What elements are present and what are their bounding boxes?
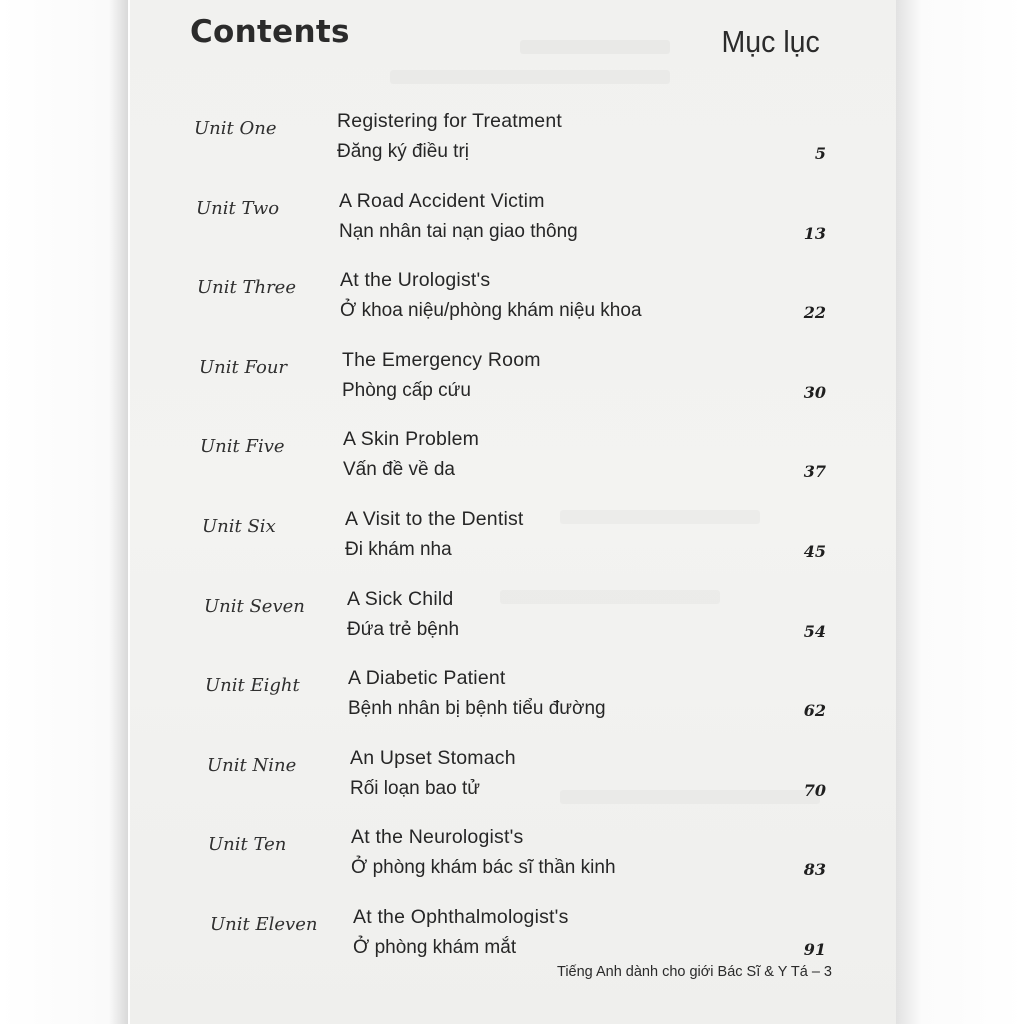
running-footer: Tiếng Anh dành cho giới Bác Sĩ & Y Tá – 3 xyxy=(557,964,832,980)
unit-label: Unit Two xyxy=(196,197,280,219)
toc-entry xyxy=(130,746,896,827)
page-number: 45 xyxy=(803,542,826,561)
chapter-title-en: A Diabetic Patient xyxy=(348,667,506,690)
bleed-through-mark xyxy=(390,70,670,84)
chapter-title-vi: Phòng cấp cứu xyxy=(342,379,471,401)
chapter-title-vi: Ở phòng khám bác sĩ thần kinh xyxy=(351,857,616,879)
unit-label: Unit Eleven xyxy=(210,914,318,935)
unit-label: Unit Nine xyxy=(207,754,297,776)
page-number: 91 xyxy=(803,940,826,959)
chapter-title-en: A Visit to the Dentist xyxy=(345,508,524,530)
right-margin xyxy=(896,0,1024,1024)
chapter-title-vi: Ở phòng khám mắt xyxy=(353,937,517,958)
unit-label: Unit Five xyxy=(200,436,285,458)
chapter-title-vi: Ở khoa niệu/phòng khám niệu khoa xyxy=(340,300,642,322)
chapter-title-en: An Upset Stomach xyxy=(350,746,516,769)
toc-entry xyxy=(130,189,896,270)
unit-label: Unit Eight xyxy=(205,675,300,697)
contents-heading: Contents xyxy=(190,14,350,50)
page-number: 37 xyxy=(803,462,826,482)
chapter-title-vi: Nạn nhân tai nạn giao thông xyxy=(339,220,578,242)
page-number: 83 xyxy=(803,860,826,880)
chapter-title-vi: Vấn đề về da xyxy=(343,459,455,481)
chapter-title-en: A Road Accident Victim xyxy=(339,189,545,212)
page-number: 22 xyxy=(803,303,826,323)
chapter-title-en: A Sick Child xyxy=(347,587,454,610)
unit-label: Unit Three xyxy=(197,277,296,299)
page-number: 62 xyxy=(803,701,826,721)
left-margin xyxy=(0,0,128,1024)
unit-label: Unit Four xyxy=(199,356,288,378)
chapter-title-en: At the Ophthalmologist's xyxy=(353,906,569,928)
toc-entry xyxy=(130,348,896,429)
contents-heading-vi: Mục lục xyxy=(721,24,820,59)
unit-label: Unit Seven xyxy=(204,595,305,617)
chapter-title-vi: Đi khám nha xyxy=(345,539,452,560)
toc-entry xyxy=(130,667,896,747)
unit-label: Unit One xyxy=(194,118,277,139)
page-number: 70 xyxy=(803,780,826,800)
page-number: 5 xyxy=(814,144,826,163)
page-number: 13 xyxy=(803,223,826,243)
toc-entry xyxy=(130,428,896,508)
toc-entry xyxy=(130,269,896,349)
chapter-title-vi: Rối loạn bao tử xyxy=(350,777,480,799)
chapter-title-vi: Bệnh nhân bị bệnh tiểu đường xyxy=(348,698,606,720)
unit-label: Unit Six xyxy=(202,516,276,537)
chapter-title-en: At the Urologist's xyxy=(340,269,491,292)
chapter-title-en: Registering for Treatment xyxy=(337,110,563,132)
bleed-through-mark xyxy=(520,40,670,54)
page-number: 54 xyxy=(803,621,826,641)
chapter-title-en: At the Neurologist's xyxy=(351,826,524,849)
toc-entry xyxy=(130,110,896,190)
toc-entry xyxy=(130,826,896,906)
toc-entry xyxy=(130,587,896,668)
unit-label: Unit Ten xyxy=(208,834,287,856)
chapter-title-vi: Đăng ký điều trị xyxy=(337,141,470,162)
chapter-title-en: The Emergency Room xyxy=(342,348,541,371)
page-number: 30 xyxy=(803,382,826,402)
chapter-title-vi: Đứa trẻ bệnh xyxy=(347,618,460,640)
book-page xyxy=(130,0,896,1024)
toc-entry xyxy=(130,508,896,588)
chapter-title-en: A Skin Problem xyxy=(343,428,480,451)
